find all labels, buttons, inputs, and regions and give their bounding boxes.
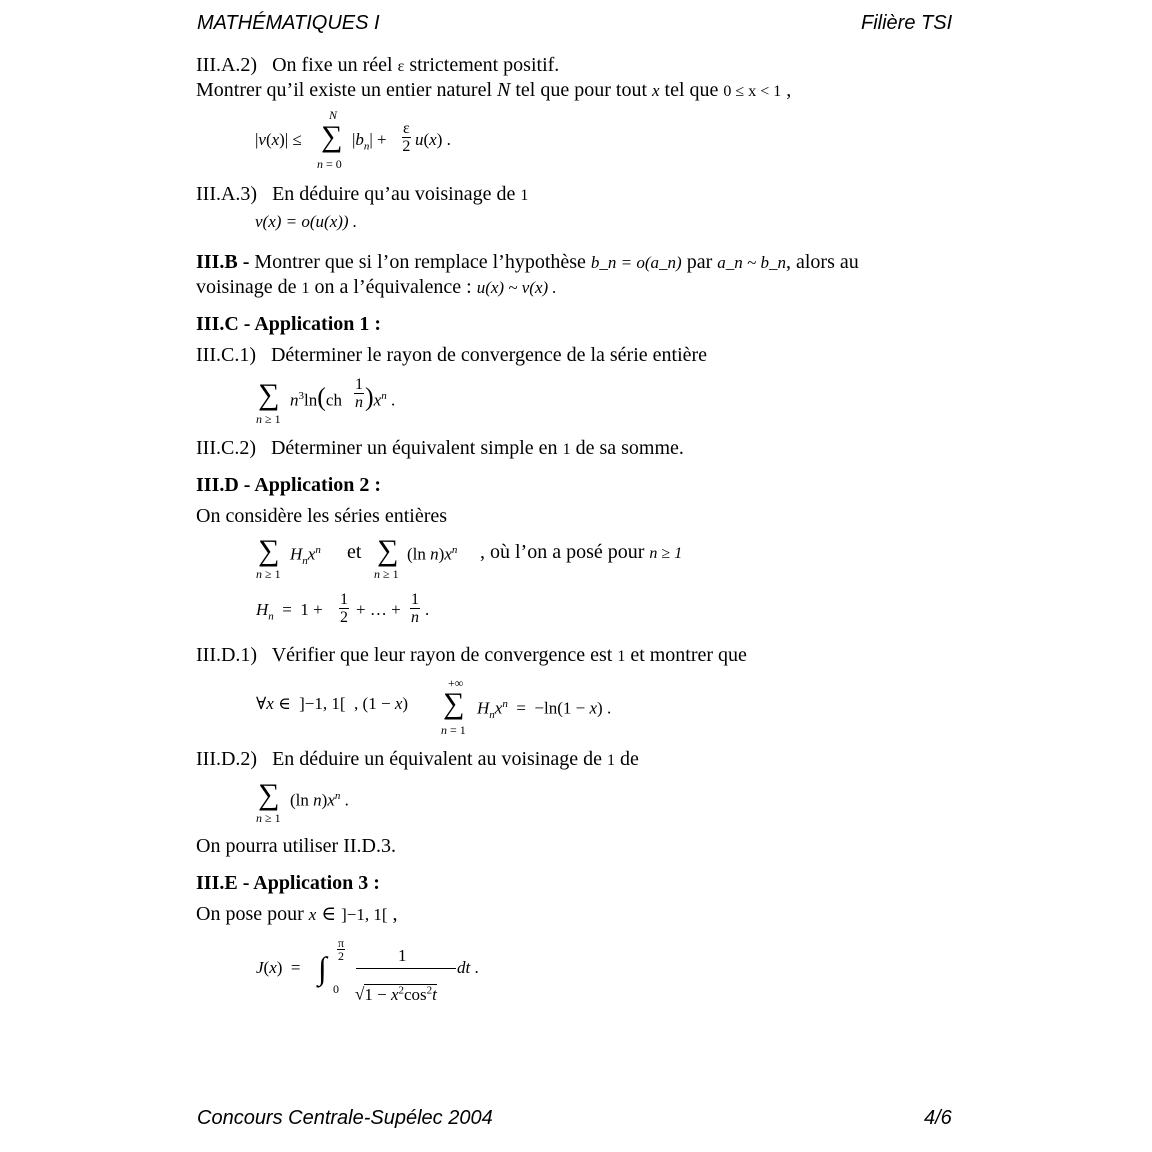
d-sum1-bottom: n ≥ 1 (256, 567, 281, 581)
epsilon: ε (397, 58, 405, 75)
hn-lhs: $H_n = 1$ + (256, 600, 323, 623)
c1-term1: $n^3\ln(ch$ (290, 382, 342, 412)
hn-end: . (425, 600, 430, 619)
integral-sign: ∫ (318, 950, 327, 986)
a2-text2: strictement positif. (409, 54, 560, 76)
d2-sum: ∑ (258, 778, 280, 811)
a2-line2b: tel que pour tout (515, 79, 647, 101)
d-sum2: ∑ (377, 534, 399, 567)
d-term2: (ln $n)x^n$ (407, 544, 458, 564)
e-intro-text: On pose pour (196, 903, 304, 925)
c1-line (196, 343, 707, 367)
j-den: $√1 - x^2\cos^2t$ (355, 984, 437, 1004)
d1-text2: et montrer que (630, 644, 747, 666)
j-dt: dt . (457, 958, 479, 977)
formula-a2-term: $|b_n|$ + (352, 130, 387, 153)
hn-frac-n: $\frac{1}{n}$ (411, 591, 419, 626)
e-comma: , (392, 903, 398, 925)
b-hyp: b_n = o(a_n) (590, 253, 682, 272)
d2-label: III.D.2) (196, 748, 258, 770)
d-pose (480, 540, 682, 566)
var-x: x (652, 81, 660, 100)
b-text1: Montrer que si l’on remplace l’hypothèse (254, 251, 586, 273)
b-label: III.B - (196, 251, 250, 273)
b-text2: , alors au (785, 251, 859, 273)
j-lhs: J(x) = (256, 958, 301, 977)
d1-sum: ∑ (443, 687, 465, 720)
d-title: III.D - Application 2 : (196, 474, 382, 496)
e-title: III.E - Application 3 : (196, 872, 380, 894)
d1-sum-bottom: n = 1 (441, 723, 466, 737)
d2-line (196, 747, 639, 773)
b-line2 (196, 275, 557, 301)
a3-one: 1 (520, 187, 529, 204)
d2-sum-bottom: n ≥ 1 (256, 811, 281, 825)
c1-frac: $\frac{1}{n}$ (355, 376, 363, 411)
d-sum2-bottom: n ≥ 1 (374, 567, 399, 581)
var-N: N (497, 79, 511, 101)
d2-term: (ln $n)x^n$ . (290, 790, 349, 810)
footer-contest: Concours Centrale-Supélec 2004 (197, 1107, 493, 1129)
b-equiv2: u(x) ~ v(x) . (476, 278, 557, 297)
sum-symbol: ∑ (321, 120, 343, 153)
d2-text1: En déduire un équivalent au voisinage de (272, 748, 602, 770)
d-intro: On considère les séries entières (196, 505, 448, 527)
b-equiv1: a_n ~ b_n (717, 253, 786, 272)
a2-line2: Montrer qu’il existe un entier naturel N tel que pour tout x tel que 0 ≤ x < 1 , (196, 79, 792, 101)
sum-bottom: n = 0 (317, 157, 342, 171)
b-line1 (196, 250, 859, 275)
d-sum1: ∑ (258, 534, 280, 567)
header-track: Filière TSI (861, 12, 953, 34)
c2-text1: Déterminer un équivalent simple en (270, 437, 558, 459)
d-et: et (347, 541, 362, 563)
d2-one: 1 (607, 752, 615, 769)
d1-lhs: ∀x ∈ ]−1, 1[ , (1 − x) (256, 694, 409, 713)
a3-line (196, 182, 528, 208)
sum-top-N: N (329, 108, 338, 122)
c1-label: III.C.1) (196, 344, 256, 366)
c2-line (196, 436, 684, 462)
d1-line (196, 643, 747, 669)
a2-line2c: tel que (664, 79, 719, 101)
e-intro: On pose pour x ∈ ]−1, 1[ , (196, 903, 398, 925)
hn-dots: + … + (356, 600, 401, 619)
b-par: par (686, 251, 713, 273)
lower-bound: 0 (333, 982, 339, 996)
d2-text2: de (620, 748, 639, 770)
d1-sum-top: +∞ (448, 676, 464, 690)
d-note: On pourra utiliser II.D.3. (196, 835, 396, 857)
c1-sum-bottom: n ≥ 1 (256, 412, 281, 426)
a2-line1 (196, 53, 559, 79)
c2-label: III.C.2) (196, 437, 256, 459)
c2-text2: de sa somme. (575, 437, 684, 459)
j-frac-bar (356, 968, 456, 969)
d1-label: III.D.1) (196, 644, 258, 666)
a3-text: En déduire qu’au voisinage de (272, 183, 516, 205)
a2-cond: 0 ≤ x < 1 (723, 83, 782, 100)
c1-sum: ∑ (258, 378, 280, 411)
c2-one: 1 (562, 441, 571, 458)
e-interval: ]−1, 1[ (341, 905, 388, 924)
c-title: III.C - Application 1 : (196, 313, 382, 335)
d1-text1: Vérifier que leur rayon de convergence est (271, 644, 613, 666)
upper-bound: $\frac{\pi}{2}$ (338, 936, 345, 963)
d-term1: $H_nx^n$ (290, 544, 321, 568)
footer-page: 4/6 (924, 1107, 952, 1129)
a2-text1: On fixe un réel (272, 54, 393, 76)
a2-line2a: Montrer qu’il existe un entier naturel (196, 79, 493, 101)
b-one: 1 (301, 280, 310, 297)
header-title: MATHÉMATIQUES I (197, 12, 380, 34)
d1-rhs: $H_nx^n = -\ln(1 - x)$ . (477, 698, 612, 722)
a2-label: III.A.2) (196, 54, 258, 76)
j-num: 1 (398, 946, 407, 965)
hn-frac-half: $\frac{1}{2}$ (340, 591, 348, 626)
d1-one: 1 (617, 648, 626, 665)
d-cond: n ≥ 1 (649, 545, 683, 562)
c1-text: Déterminer le rayon de convergence de la série entière (270, 344, 708, 366)
a3-formula: v(x) = o(u(x)) . (255, 212, 358, 231)
a3-label: III.A.3) (196, 183, 258, 205)
b-line2a: voisinage de (196, 276, 297, 298)
b-line2b: on a l’équivalence : (314, 276, 472, 298)
formula-a2-lhs: |v(x)| ≤ (255, 130, 302, 149)
d-pose-text: , où l’on a posé pour (480, 541, 645, 563)
formula-a2-u: u(x) . (415, 130, 451, 149)
c1-term2: )$x^n$ . (365, 382, 396, 412)
frac-eps-2: $\frac{\varepsilon}{2}$ (402, 120, 411, 155)
